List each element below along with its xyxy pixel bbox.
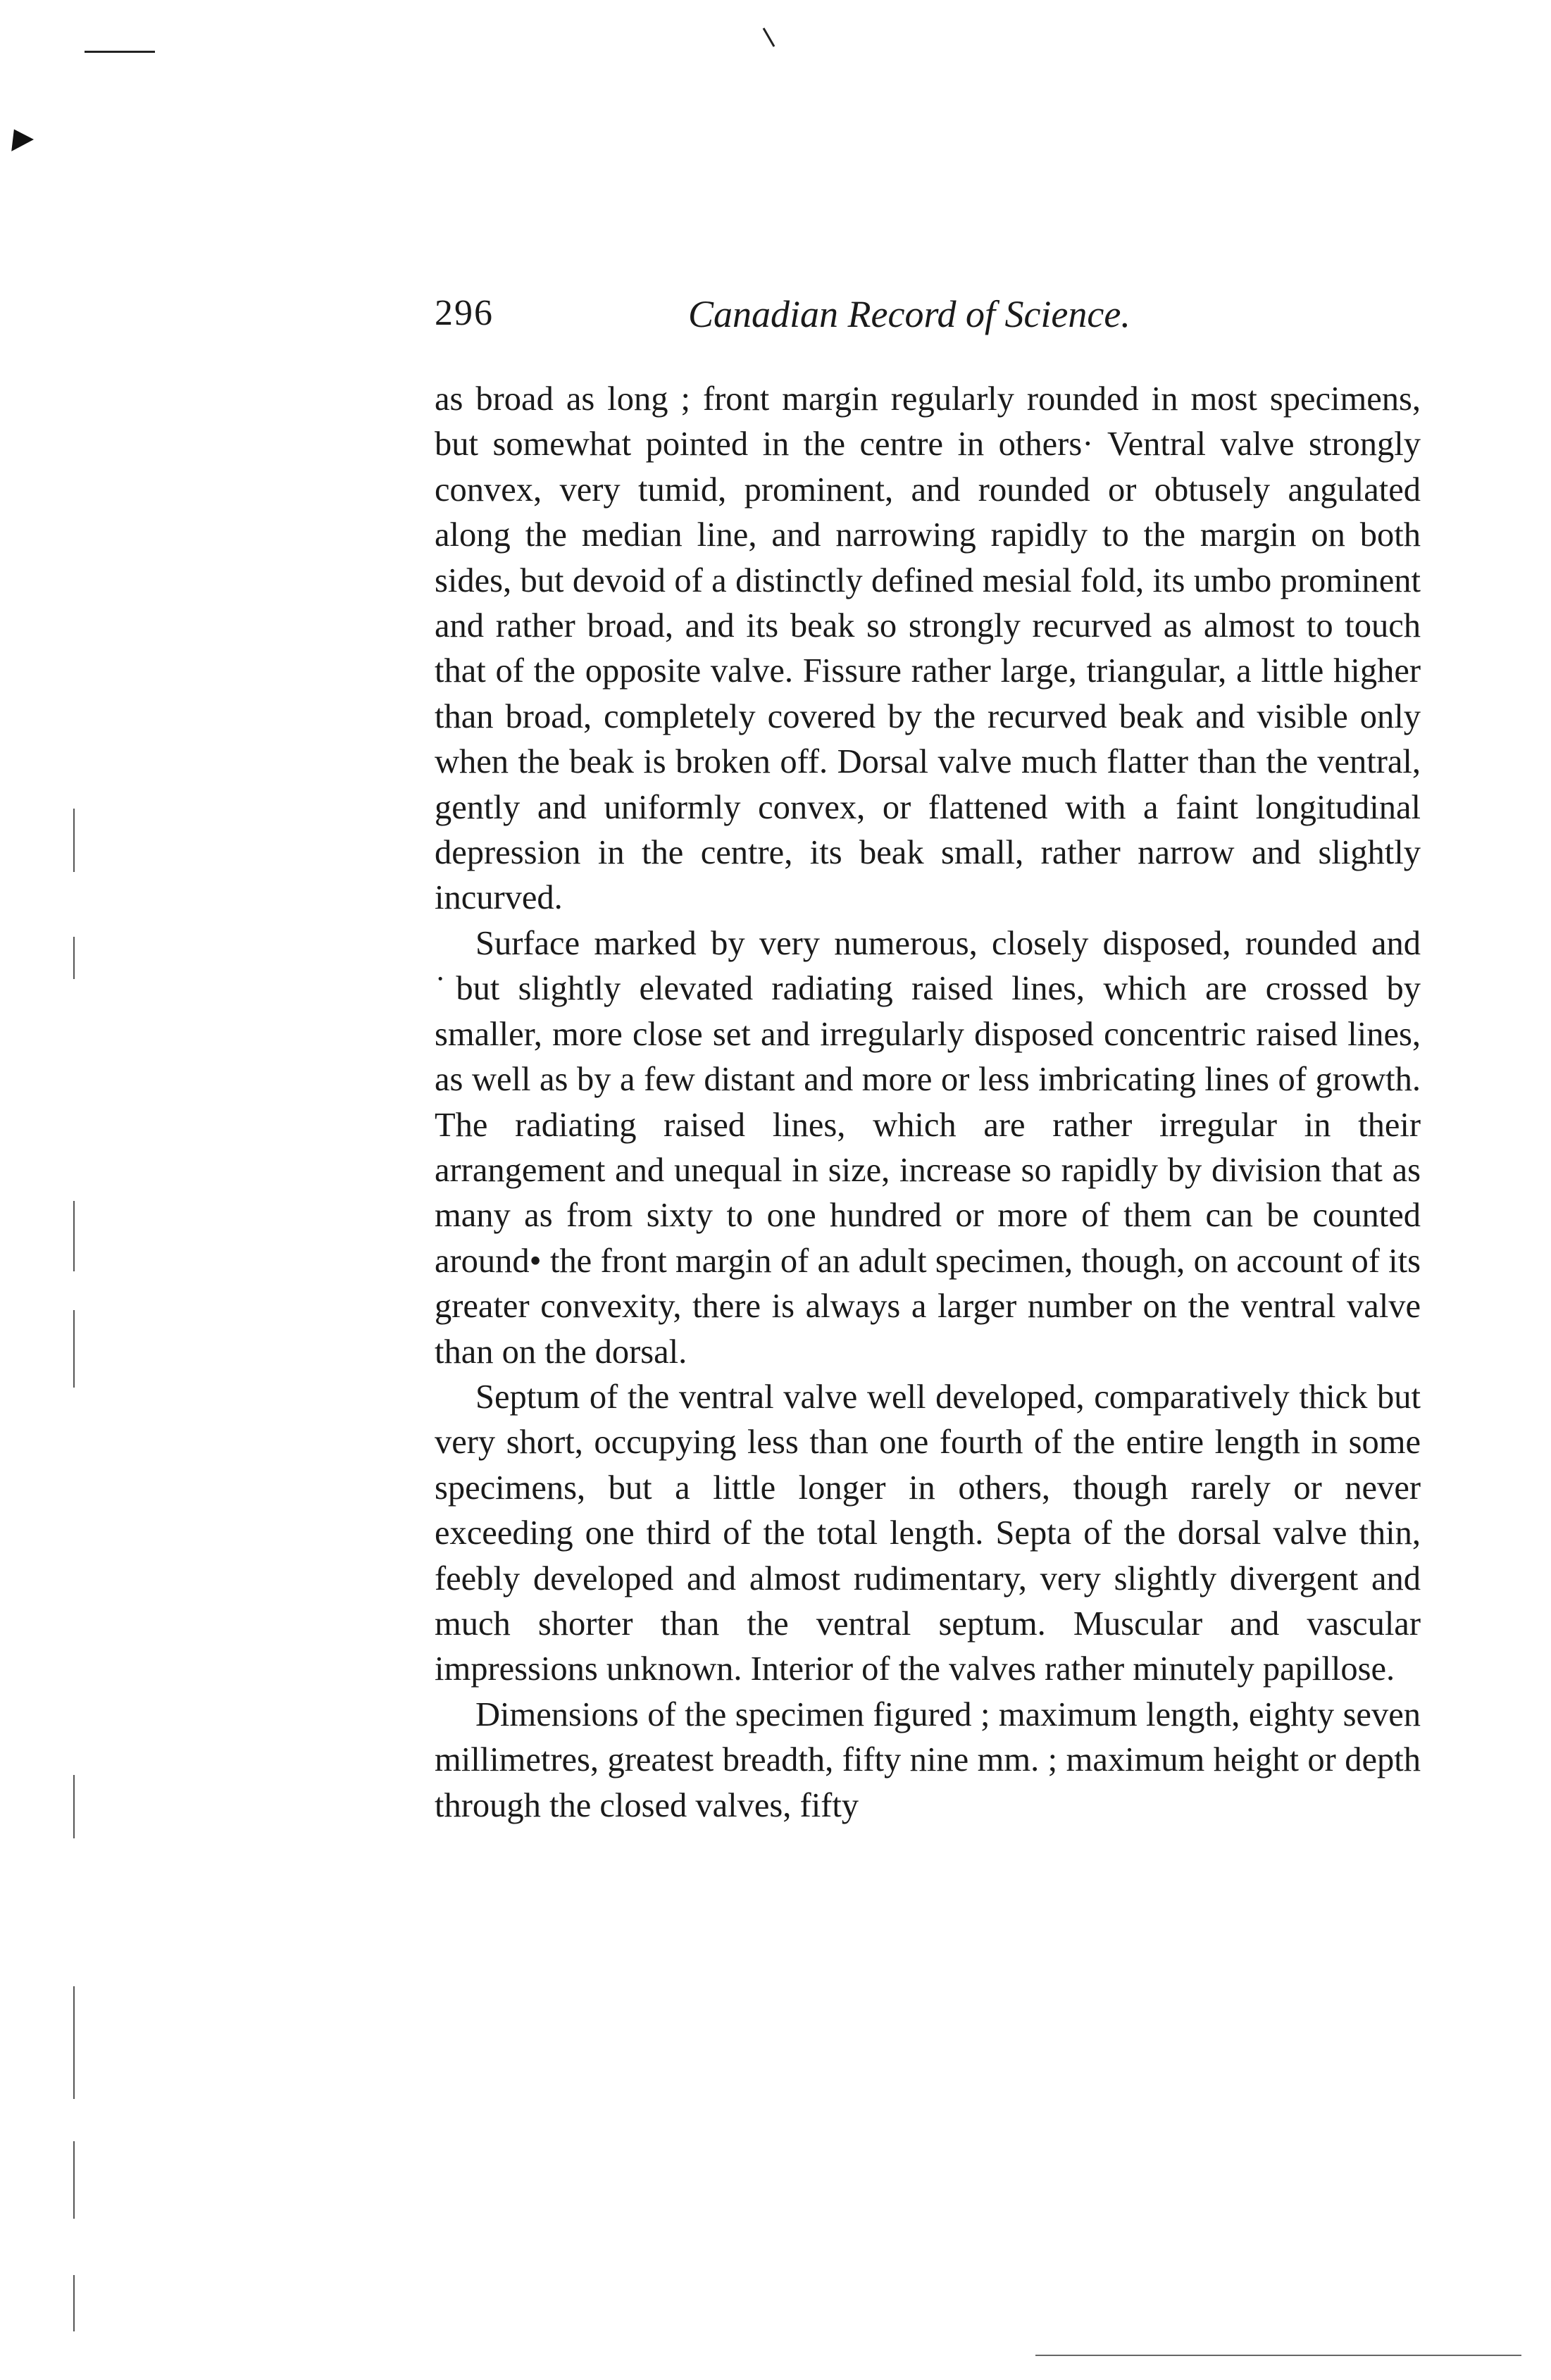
paragraph: Septum of the ventral valve well developed, comparatively thick but very short, occupying less than one fourth of the entire length in some specimens, but a little longer in others, though rarely or never exceeding one third of the total length. Septa of the dorsal valve thin, feebly developed and almost rudimentary, very slightly divergent and much shorter than the ventral septum. Muscular and vascular impressions unknown. Interior of the valves rather minutely papillose. bbox=[435, 1378, 1421, 1688]
margin-line bbox=[73, 2141, 75, 2219]
scan-speck bbox=[763, 27, 776, 46]
margin-line bbox=[73, 1775, 75, 1838]
scan-line bbox=[1035, 2355, 1521, 2356]
body-text bbox=[435, 377, 1421, 1828]
paragraph: Surface marked by very numerous, closely disposed, rounded and ˙but slightly elevated radiating raised lines, which are crossed by smaller, more close set and irregularly disposed concentric raised lines, as well as by a few distant and more or less imbricating lines of growth. The radiating raised lines, which are rather irregular in their arrangement and unequal in size, increase so rapidly by division that as many as from sixty to one hundred or more of them can be counted around• the front margin of an adult specimen, though, on account of its greater convexity, there is always a larger number on the ventral valve than on the dorsal. bbox=[435, 924, 1421, 1371]
scan-speck bbox=[85, 51, 155, 53]
page-number: 296 bbox=[435, 293, 494, 333]
ink-smudge bbox=[3, 123, 34, 151]
paragraph: Dimensions of the specimen figured ; maximum length, eighty seven millimetres, greatest breadth, fifty nine mm. ; maximum height or depth through the closed valves, fifty bbox=[435, 1695, 1421, 1824]
margin-line bbox=[73, 1201, 75, 1271]
running-title: Canadian Record of Science. bbox=[688, 293, 1130, 335]
paragraph: as broad as long ; front margin regularly rounded in most specimens, but somewhat pointed in the centre in others· Ventral valve strongly convex, very tumid, prominent, and rounded or obtusely angulated along the median line, and narrowing rapidly to the margin on both sides, but devoid of a distinctly defined mesial fold, its umbo prominent and rather broad, and its beak so strongly recurved as almost to touch that of the opposite valve. Fissure rather large, triangular, a little higher than broad, completely covered by the recurved beak and visible only when the beak is broken off. Dorsal valve much flatter than the ventral, gently and uniformly convex, or flattened with a faint longitudinal depression in the centre, its beak small, rather narrow and slightly incurved. bbox=[435, 380, 1421, 917]
page-header bbox=[435, 292, 1421, 349]
margin-line bbox=[73, 937, 75, 979]
margin-line bbox=[73, 2275, 75, 2331]
margin-line bbox=[73, 1310, 75, 1388]
margin-line bbox=[73, 1986, 75, 2099]
margin-line bbox=[73, 809, 75, 872]
